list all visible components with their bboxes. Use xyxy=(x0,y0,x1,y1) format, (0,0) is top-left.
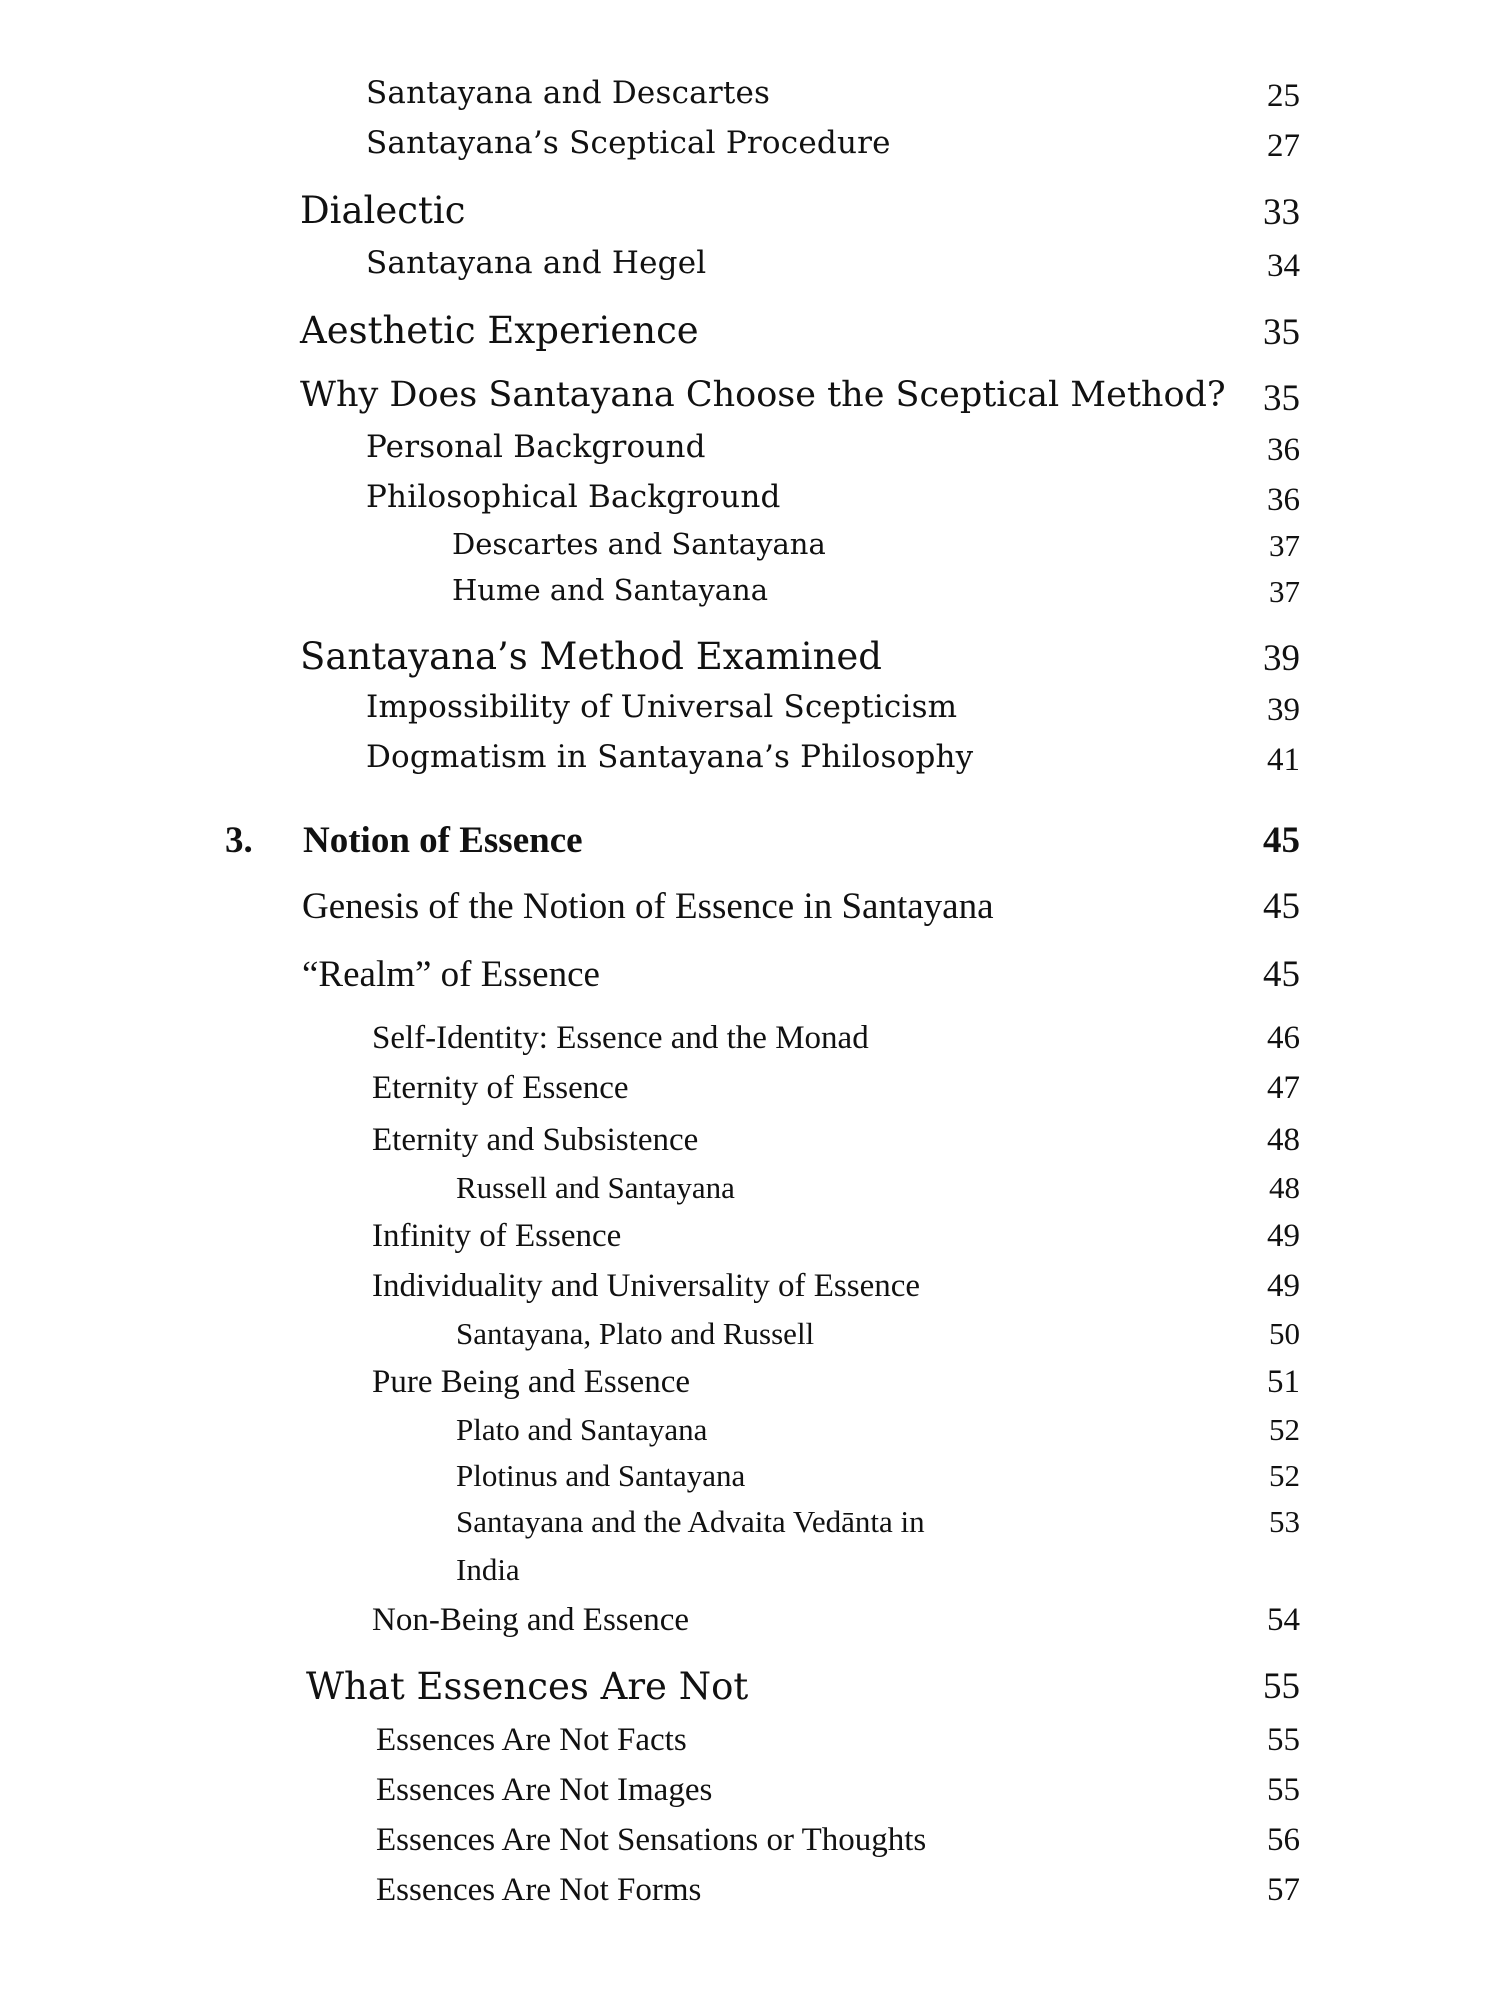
toc-entry-hume-and-santayana: Hume and Santayana xyxy=(452,573,769,607)
toc-entry-santayanas-sceptical-procedure: Santayana’s Sceptical Procedure xyxy=(366,125,891,161)
toc-entry-individuality-universality: Individuality and Universality of Essence xyxy=(372,1268,921,1304)
toc-page-number: 25 xyxy=(1267,78,1300,114)
toc-page-number: 35 xyxy=(1263,312,1300,353)
toc-entry-santayana-and-hegel: Santayana and Hegel xyxy=(366,245,707,281)
toc-page-number: 27 xyxy=(1267,128,1300,164)
toc-entry-pure-being-and-essence: Pure Being and Essence xyxy=(372,1364,690,1400)
toc-entry-philosophical-background: Philosophical Background xyxy=(366,479,781,515)
toc-page-number: 37 xyxy=(1269,528,1300,563)
toc-entry-essences-not-facts: Essences Are Not Facts xyxy=(376,1722,687,1758)
toc-page-number: 35 xyxy=(1263,378,1300,419)
toc-page-number: 36 xyxy=(1267,482,1300,518)
toc-entry-plotinus-and-santayana: Plotinus and Santayana xyxy=(456,1458,746,1493)
toc-entry-realm-of-essence: “Realm” of Essence xyxy=(302,954,600,995)
toc-page-number: 49 xyxy=(1267,1268,1300,1304)
toc-page-number: 39 xyxy=(1267,692,1300,728)
chapter-number: 3. xyxy=(225,820,253,861)
toc-entry-self-identity: Self-Identity: Essence and the Monad xyxy=(372,1020,869,1056)
toc-entry-non-being-and-essence: Non-Being and Essence xyxy=(372,1602,690,1638)
toc-page-number: 55 xyxy=(1267,1722,1300,1758)
toc-entry-descartes-and-santayana: Descartes and Santayana xyxy=(452,527,826,561)
toc-entry-plato-and-santayana: Plato and Santayana xyxy=(456,1412,708,1447)
toc-page-number: 56 xyxy=(1267,1822,1300,1858)
toc-entry-advaita-vedanta: Santayana and the Advaita Vedānta in xyxy=(456,1504,925,1539)
toc-entry-essences-not-forms: Essences Are Not Forms xyxy=(376,1872,702,1908)
toc-entry-what-essences-are-not: What Essences Are Not xyxy=(306,1665,749,1708)
toc-entry-advaita-vedanta-continued: India xyxy=(456,1552,520,1587)
toc-page-number: 48 xyxy=(1267,1122,1300,1158)
toc-page-number: 36 xyxy=(1267,432,1300,468)
toc-page-number: 45 xyxy=(1263,820,1300,861)
toc-page-number: 54 xyxy=(1267,1602,1300,1638)
toc-page-number: 51 xyxy=(1267,1364,1300,1400)
toc-page-number: 34 xyxy=(1267,248,1300,284)
toc-page-number: 55 xyxy=(1267,1772,1300,1808)
toc-page-number: 33 xyxy=(1263,192,1300,233)
toc-page-number: 50 xyxy=(1269,1316,1300,1351)
toc-entry-why-sceptical-method: Why Does Santayana Choose the Sceptical Method? xyxy=(300,375,1226,415)
toc-entry-santayanas-method-examined: Santayana’s Method Examined xyxy=(300,635,882,678)
toc-entry-impossibility-universal-scepticism: Impossibility of Universal Scepticism xyxy=(366,689,958,725)
toc-page-number: 53 xyxy=(1269,1504,1300,1539)
toc-page-number: 52 xyxy=(1269,1412,1300,1447)
toc-page-number: 41 xyxy=(1267,742,1300,778)
toc-page-number: 45 xyxy=(1263,886,1300,927)
toc-entry-aesthetic-experience: Aesthetic Experience xyxy=(300,309,699,352)
toc-entry-santayana-and-descartes: Santayana and Descartes xyxy=(366,75,771,111)
toc-entry-santayana-plato-russell: Santayana, Plato and Russell xyxy=(456,1316,815,1351)
toc-page-number: 52 xyxy=(1269,1458,1300,1493)
toc-page-number: 46 xyxy=(1267,1020,1300,1056)
toc-page-number: 37 xyxy=(1269,574,1300,609)
toc-entry-personal-background: Personal Background xyxy=(366,429,706,465)
toc-entry-dialectic: Dialectic xyxy=(300,189,466,232)
toc-entry-essences-not-images: Essences Are Not Images xyxy=(376,1772,713,1808)
toc-entry-essences-not-sensations: Essences Are Not Sensations or Thoughts xyxy=(376,1822,927,1858)
toc-entry-genesis-notion-essence: Genesis of the Notion of Essence in Santayana xyxy=(302,886,994,927)
toc-entry-russell-and-santayana: Russell and Santayana xyxy=(456,1170,735,1205)
toc-entry-dogmatism: Dogmatism in Santayana’s Philosophy xyxy=(366,739,974,775)
toc-entry-infinity-of-essence: Infinity of Essence xyxy=(372,1218,622,1254)
toc-page-number: 57 xyxy=(1267,1872,1300,1908)
toc-entry-eternity-and-subsistence: Eternity and Subsistence xyxy=(372,1122,699,1158)
toc-page-number: 55 xyxy=(1263,1666,1300,1707)
toc-page-number: 45 xyxy=(1263,954,1300,995)
toc-page-number: 49 xyxy=(1267,1218,1300,1254)
toc-entry-eternity-of-essence: Eternity of Essence xyxy=(372,1070,629,1106)
toc-page-number: 48 xyxy=(1269,1170,1300,1205)
toc-page-number: 39 xyxy=(1263,638,1300,679)
toc-page-number: 47 xyxy=(1267,1070,1300,1106)
chapter-title-notion-of-essence: Notion of Essence xyxy=(303,820,583,861)
